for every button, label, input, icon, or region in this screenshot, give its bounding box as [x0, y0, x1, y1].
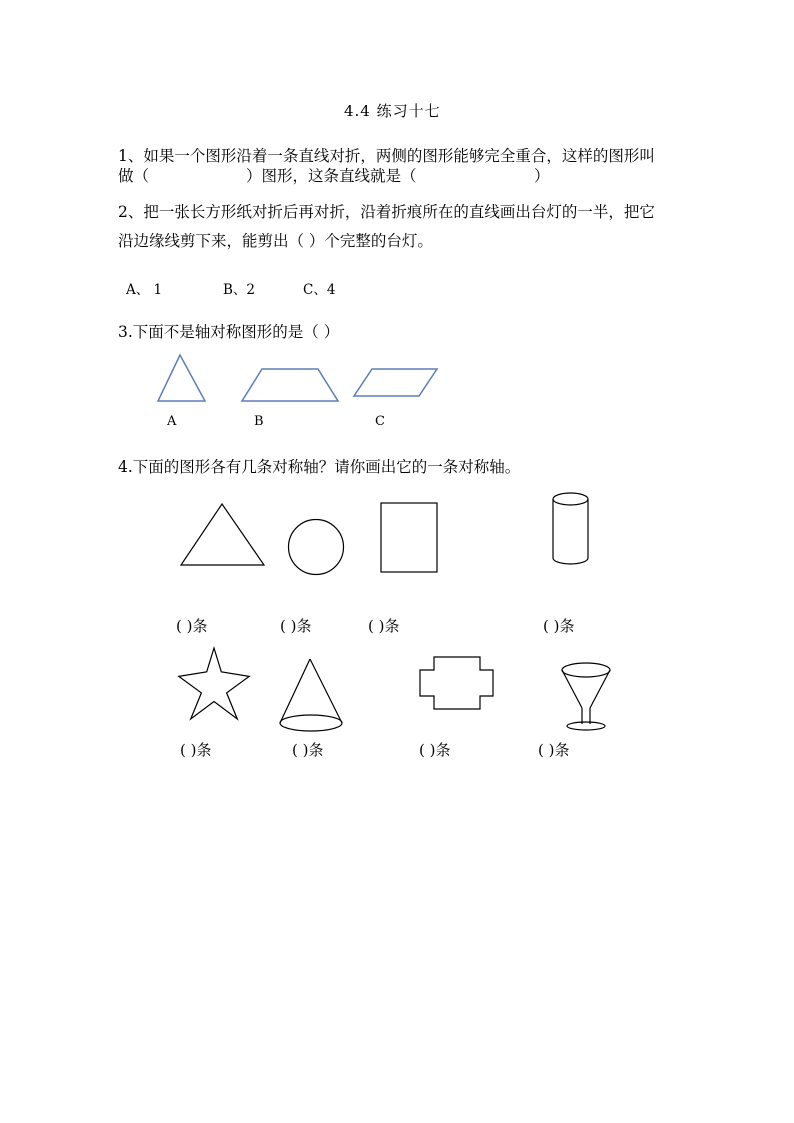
triangle-shape: [181, 504, 264, 565]
question-3-text: 3.下面不是轴对称图形的是（ ）: [118, 323, 340, 341]
option-b: B、2: [223, 282, 256, 298]
question-2-line-2: 沿边缘线剪下来，能剪出（ ）个完整的台灯。: [118, 232, 433, 250]
funnel-glass-shape: [562, 663, 610, 730]
star-shape: [179, 648, 249, 719]
circle-shape: [289, 520, 344, 575]
figure-label-a: A: [167, 414, 177, 429]
cone-shape: [280, 659, 342, 731]
question-1-line-1: 1、如果一个图形沿着一条直线对折，两侧的图形能够完全重合，这样的图形叫: [118, 147, 655, 165]
question-2-line-1: 2、把一张长方形纸对折后再对折，沿着折痕所在的直线画出台灯的一半，把它: [118, 203, 655, 221]
cylinder-shape: [553, 493, 588, 564]
axis-count-blank-cylinder[interactable]: ( )条: [543, 617, 575, 635]
cross-shape: [420, 657, 493, 709]
question-1-line-2b: ）图形，这条直线就是（: [246, 167, 417, 185]
figure-label-c: C: [375, 414, 385, 429]
figure-label-b: B: [254, 414, 264, 429]
option-c: C、4: [303, 282, 336, 298]
question-1-line-2c: ）: [534, 167, 550, 185]
option-a: A、 1: [126, 282, 163, 298]
question-4-text: 4.下面的图形各有几条对称轴？请你画出它的一条对称轴。: [118, 458, 521, 476]
question-1-line-2a: 做（: [118, 167, 150, 185]
page-title: 4.4 练习十七: [344, 102, 441, 120]
axis-count-blank-cross[interactable]: ( )条: [419, 741, 451, 759]
rectangle-shape: [381, 503, 437, 572]
axis-count-blank-triangle[interactable]: ( )条: [176, 617, 208, 635]
axis-count-blank-circle[interactable]: ( )条: [280, 617, 312, 635]
axis-count-blank-funnel[interactable]: ( )条: [538, 741, 570, 759]
axis-count-blank-cone[interactable]: ( )条: [292, 741, 324, 759]
axis-count-blank-rectangle[interactable]: ( )条: [368, 617, 400, 635]
axis-count-blank-star[interactable]: ( )条: [180, 741, 212, 759]
